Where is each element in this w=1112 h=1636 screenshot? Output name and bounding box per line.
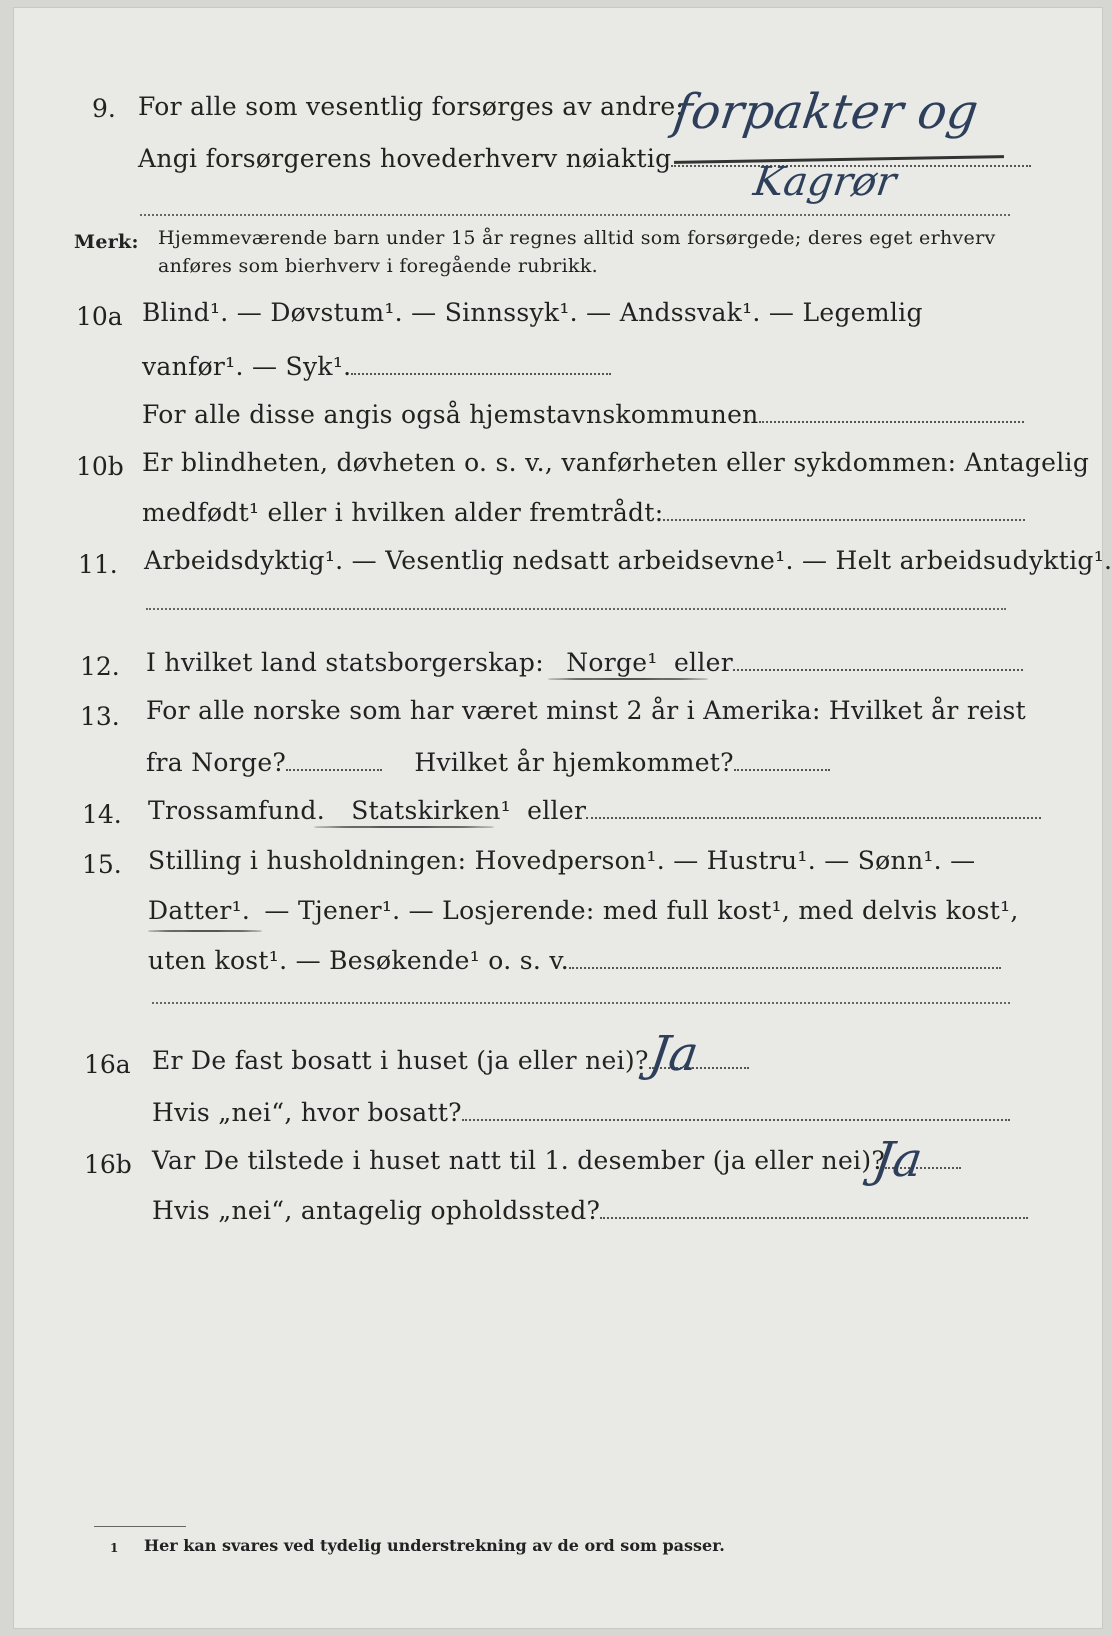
q11-answer-line <box>146 608 1006 610</box>
merk-label: Merk: <box>74 231 139 253</box>
footnote-rule <box>94 1526 186 1527</box>
q13-left-norway-text: fra Norge? <box>146 748 287 777</box>
q13-returned-text: Hvilket år hjemkommet? <box>414 748 734 777</box>
q10b-answer-line <box>663 518 1025 521</box>
q16a-line2 <box>152 1098 1010 1128</box>
merk-line2: anføres som bierhverv i foregående rubrikk. <box>158 255 598 277</box>
q12-line <box>146 648 1023 678</box>
q14-answer-line <box>586 816 1041 819</box>
q12-eller: eller <box>673 648 733 677</box>
q14-statskirken-option: Statskirken¹ <box>351 796 511 825</box>
q14-line <box>148 796 1041 826</box>
q12-answer-line <box>733 668 1023 671</box>
q13-year-left-line <box>286 768 382 771</box>
q10a-line2-text: vanfør¹. — Syk¹. <box>142 352 352 381</box>
footnote-mark: 1 <box>110 1541 119 1555</box>
q16a-where-line <box>462 1118 1010 1121</box>
q15-line1: Stilling i husholdningen: Hovedperson¹. — Hustru¹. — Sønn¹. — <box>148 846 976 875</box>
q13-number: 13. <box>80 702 120 731</box>
q11-line1: Arbeidsdyktig¹. — Vesentlig nedsatt arbeidsevne¹. — Helt arbeidsudyktig¹. <box>144 546 1112 575</box>
q10a-line3-text: For alle disse angis også hjemstavnskommunen <box>142 400 759 429</box>
q10b-number: 10b <box>76 452 124 481</box>
q12-norge-underline <box>548 678 708 680</box>
q9-number: 9. <box>92 94 116 123</box>
q15-answer-line <box>569 966 1001 969</box>
q9-handwritten-answer-2: Kagrør <box>750 159 899 205</box>
q15-line2-rest: — Tjener¹. — Losjerende: med full kost¹, med delvis kost¹, <box>264 896 1019 925</box>
q9-continuation-line <box>140 214 1010 216</box>
q16b-line1 <box>152 1146 961 1176</box>
q16b-where-line <box>600 1216 1028 1219</box>
merk-line1: Hjemmeværende barn under 15 år regnes alltid som forsørgede; deres eget erhverv <box>158 227 996 249</box>
q15-line3 <box>148 946 1001 976</box>
q16b-where-text: Hvis „nei“, antagelig opholdssted? <box>152 1196 601 1225</box>
q16a-number: 16a <box>84 1050 131 1079</box>
q14-eller: eller <box>527 796 587 825</box>
q13-year-returned-line <box>734 768 830 771</box>
q15-line2 <box>148 896 1019 926</box>
q10a-line3 <box>142 400 1024 430</box>
q16b-line2 <box>152 1196 1028 1226</box>
q10a-answer-line <box>351 372 611 375</box>
q15-continuation-line <box>152 1002 1010 1004</box>
q11-number: 11. <box>78 550 118 579</box>
q9-handwritten-answer-1: forpakter og <box>670 84 982 140</box>
q10a-line1: Blind¹. — Døvstum¹. — Sinnssyk¹. — Andssvak¹. — Legemlig <box>142 298 923 327</box>
q10b-line2 <box>142 498 1025 528</box>
q10b-line2-text: medfødt¹ eller i hvilken alder fremtrådt: <box>142 498 664 527</box>
footnote-text: Her kan svares ved tydelig understrekning av de ord som passer. <box>144 1536 725 1555</box>
q10a-line2 <box>142 352 611 382</box>
q15-number: 15. <box>82 850 122 879</box>
q16a-handwritten-answer: Ja <box>646 1026 702 1082</box>
q13-line2 <box>146 748 830 778</box>
census-form-page <box>14 8 1112 1628</box>
q9-line1: For alle som vesentlig forsørges av andre: <box>138 92 685 121</box>
q12-text: I hvilket land statsborgerskap: <box>146 648 544 677</box>
q10b-line1: Er blindheten, døvheten o. s. v., vanførheten eller sykdommen: Antagelig <box>142 448 1090 477</box>
q16a-where-text: Hvis „nei“, hvor bosatt? <box>152 1098 462 1127</box>
q16a-question: Er De fast bosatt i huset (ja eller nei)? <box>152 1046 649 1075</box>
q10a-home-municipality-line <box>759 420 1024 423</box>
q14-number: 14. <box>82 800 122 829</box>
q13-line1: For alle norske som har været minst 2 år i Amerika: Hvilket år reist <box>146 696 1027 725</box>
q15-datter-option: Datter¹. <box>148 896 251 925</box>
q14-label: Trossamfund. <box>148 796 325 825</box>
q16b-handwritten-answer: Ja <box>870 1132 926 1188</box>
q14-statskirken-underline <box>314 826 494 828</box>
q15-datter-underline <box>148 930 262 932</box>
q9-line2-text: Angi forsørgerens hovederhverv nøiaktig <box>138 144 672 173</box>
q16b-number: 16b <box>84 1150 132 1179</box>
q16b-question: Var De tilstede i huset natt til 1. desember (ja eller nei)? <box>152 1146 886 1175</box>
q12-norge-option: Norge¹ <box>566 648 658 677</box>
q12-number: 12. <box>80 652 120 681</box>
q10a-number: 10a <box>76 302 123 331</box>
q15-line3-text: uten kost¹. — Besøkende¹ o. s. v. <box>148 946 570 975</box>
